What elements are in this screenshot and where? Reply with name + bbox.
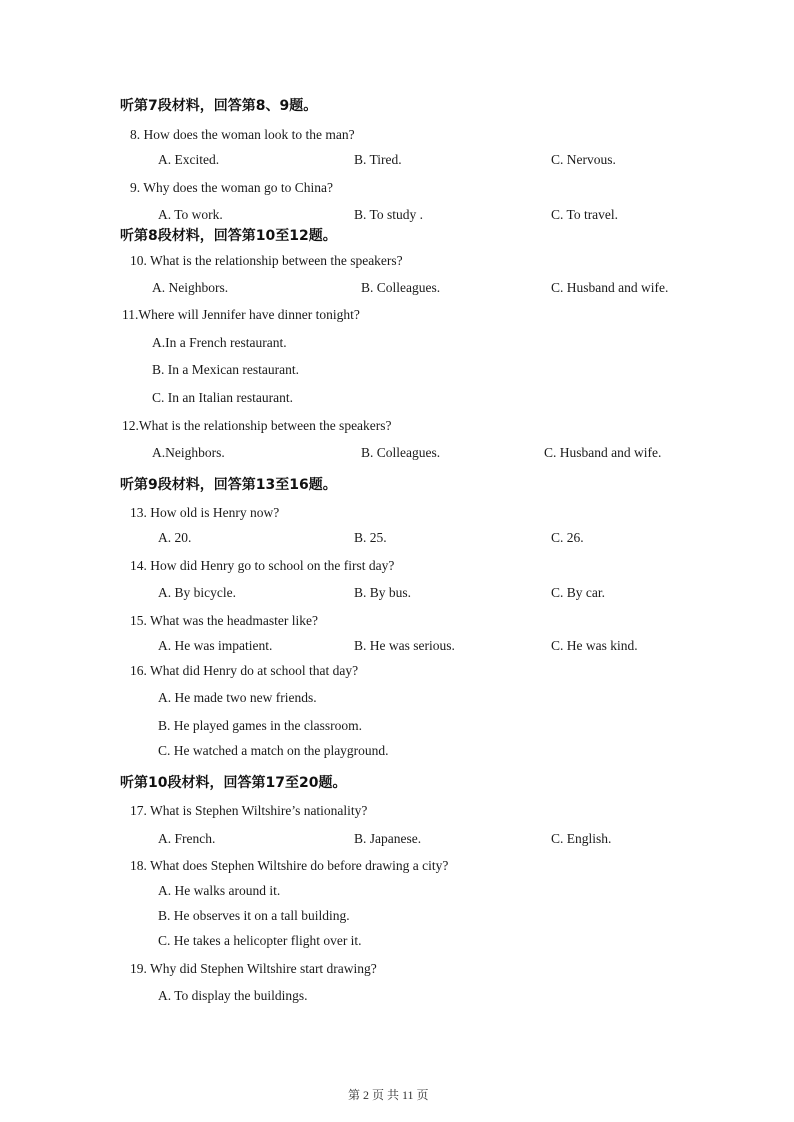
question-8: 8. How does the woman look to the man? (130, 127, 355, 142)
question-15: 15. What was the headmaster like? (130, 613, 318, 628)
question-9: 9. Why does the woman go to China? (130, 180, 333, 195)
q11-option-a: A.In a French restaurant. (152, 335, 287, 350)
question-11: 11.Where will Jennifer have dinner tonight? (122, 307, 360, 322)
page-footer: 第 2 页 共 11 页 (348, 1088, 429, 1102)
q16-option-a: A. He made two new friends. (158, 690, 317, 705)
section-heading-7: 听第7段材料，回答第8、9题。 (120, 98, 318, 114)
section-heading-8: 听第8段材料，回答第10至12题。 (120, 228, 337, 244)
q17-option-b: B. Japanese. (354, 831, 422, 846)
q13-option-a: A. 20. (158, 530, 192, 545)
q10-option-b: B. Colleagues. (361, 280, 441, 295)
q17-option-c: C. English. (551, 831, 612, 846)
q15-option-a: A. He was impatient. (158, 638, 273, 653)
question-10: 10. What is the relationship between the speakers? (130, 253, 403, 268)
q16-option-b: B. He played games in the classroom. (158, 718, 362, 733)
q11-option-c: C. In an Italian restaurant. (152, 390, 293, 405)
question-19: 19. Why did Stephen Wiltshire start drawing? (130, 961, 377, 976)
q15-option-b: B. He was serious. (354, 638, 455, 653)
question-14: 14. How did Henry go to school on the first day? (130, 558, 395, 573)
q17-option-a: A. French. (158, 831, 216, 846)
q18-option-a: A. He walks around it. (158, 883, 281, 898)
q19-option-a: A. To display the buildings. (158, 988, 308, 1003)
question-16: 16. What did Henry do at school that day? (130, 663, 359, 678)
q18-option-b: B. He observes it on a tall building. (158, 908, 350, 923)
q9-option-a: A. To work. (158, 207, 223, 222)
q9-option-b: B. To study . (354, 207, 423, 222)
q9-option-c: C. To travel. (551, 207, 619, 222)
q10-option-a: A. Neighbors. (152, 280, 229, 295)
q14-option-c: C. By car. (551, 585, 605, 600)
q16-option-c: C. He watched a match on the playground. (158, 743, 389, 758)
q13-option-c: C. 26. (551, 530, 584, 545)
q14-option-a: A. By bicycle. (158, 585, 236, 600)
q14-option-b: B. By bus. (354, 585, 412, 600)
q18-option-c: C. He takes a helicopter flight over it. (158, 933, 362, 948)
q10-option-c: C. Husband and wife. (551, 280, 669, 295)
q11-option-b: B. In a Mexican restaurant. (152, 362, 299, 377)
section-heading-9: 听第9段材料，回答第13至16题。 (120, 477, 337, 493)
q12-option-a: A.Neighbors. (152, 445, 225, 460)
q13-option-b: B. 25. (354, 530, 387, 545)
q8-option-a: A. Excited. (158, 152, 220, 167)
question-18: 18. What does Stephen Wiltshire do before drawing a city? (130, 858, 449, 873)
q12-option-b: B. Colleagues. (361, 445, 441, 460)
question-12: 12.What is the relationship between the speakers? (122, 418, 392, 433)
q15-option-c: C. He was kind. (551, 638, 638, 653)
q8-option-c: C. Nervous. (551, 152, 616, 167)
section-heading-10: 听第10段材料，回答第17至20题。 (120, 775, 347, 791)
question-17: 17. What is Stephen Wiltshire’s nationality? (130, 803, 368, 818)
q12-option-c: C. Husband and wife. (544, 445, 662, 460)
q8-option-b: B. Tired. (354, 152, 402, 167)
question-13: 13. How old is Henry now? (130, 505, 280, 520)
